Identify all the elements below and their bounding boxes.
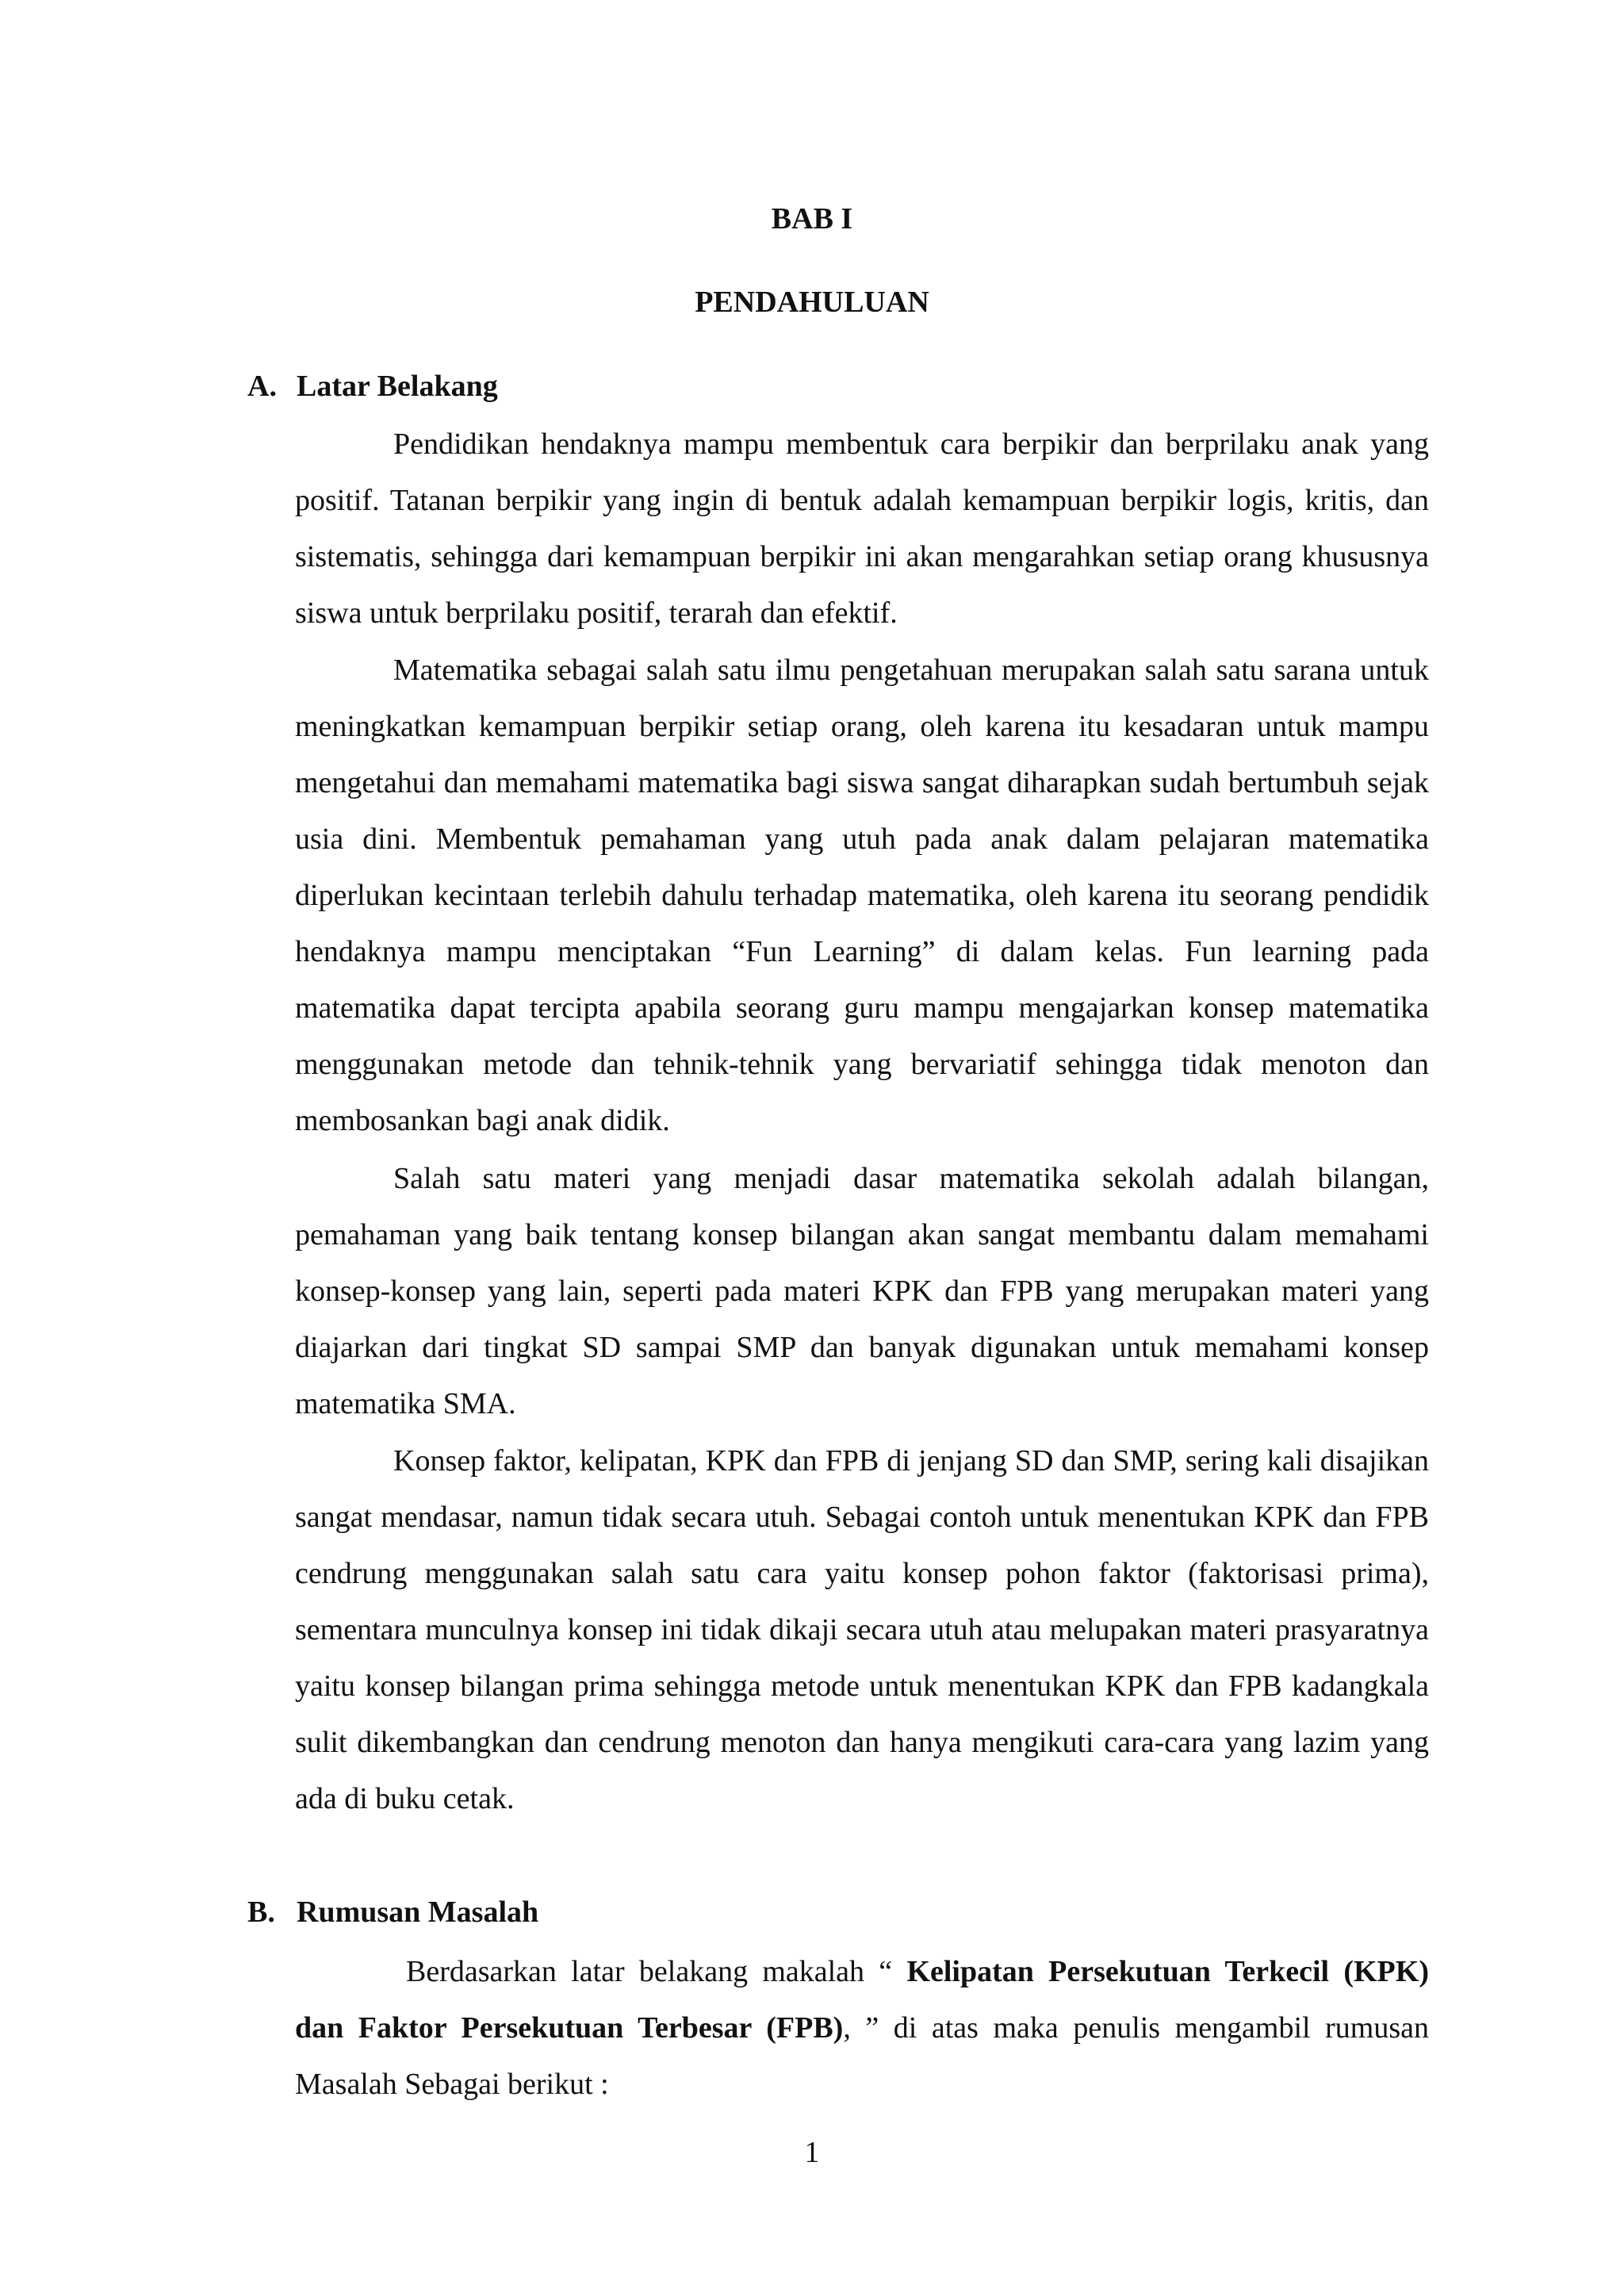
intro-text-after: , ” di atas maka penulis mengambil rumusan Masalah Sebagai berikut : (295, 2011, 1430, 2101)
paragraph-1: Pendidikan hendaknya mampu membentuk cara berpikir dan berprilaku anak yang positif. Tatanan berpikir yang ingin di bentuk adalah kemampuan berpikir logis, kritis, dan sistematis, sehingga dari kemampuan berpikir ini akan mengarahkan setiap orang khususnya siswa untuk berprilaku positif, terarah dan efektif. (295, 427, 1429, 630)
intro-text-before: Berdasarkan latar belakang makalah “ (406, 1955, 907, 1988)
section-a-number: A. (247, 370, 277, 403)
section-b-title: Rumusan Masalah (297, 1895, 539, 1929)
paragraph-5 (295, 1944, 1429, 2113)
chapter-title: PENDAHULUAN (695, 286, 929, 319)
chapter-label: BAB I (771, 202, 853, 236)
paragraph-4: Konsep faktor, kelipatan, KPK dan FPB di jenjang SD dan SMP, sering kali disajikan sangat mendasar, namun tidak secara utuh. Sebagai contoh untuk menentukan KPK dan FPB cendrung menggunakan salah satu cara yaitu konsep pohon faktor (faktorisasi prima), sementara munculnya konsep ini tidak dikaji secara utuh atau melupakan materi prasyaratnya yaitu konsep bilangan prima sehingga metode untuk menentukan KPK dan FPB kadangkala sulit dikembangkan dan cendrung menoton dan hanya mengikuti cara-cara yang lazim yang ada di buku cetak. (295, 1444, 1429, 1815)
page-number: 1 (804, 2136, 820, 2169)
section-a-heading (247, 367, 498, 405)
intro-text-bold: Kelipatan Persekutuan Terkecil (KPK) dan Faktor Persekutuan Terbesar (FPB) (295, 1955, 1429, 2045)
section-b-number: B. (247, 1895, 275, 1929)
section-a-title: Latar Belakang (297, 370, 498, 403)
section-b-heading (247, 1893, 538, 1931)
paragraph-2: Matematika sebagai salah satu ilmu pengetahuan merupakan salah satu sarana untuk meningkatkan kemampuan berpikir setiap orang, oleh karena itu kesadaran untuk mampu mengetahui dan memahami matematika bagi siswa sangat diharapkan sudah bertumbuh sejak usia dini. Membentuk pemahaman yang utuh pada anak dalam pelajaran matematika diperlukan kecintaan terlebih dahulu terhadap matematika, oleh karena itu seorang pendidik hendaknya mampu menciptakan “Fun Learning” di dalam kelas. Fun learning pada matematika dapat tercipta apabila seorang guru mampu mengajarkan konsep matematika menggunakan metode dan tehnik-tehnik yang bervariatif sehingga tidak menoton dan membosankan bagi anak didik. (295, 654, 1429, 1137)
paragraph-3: Salah satu materi yang menjadi dasar matematika sekolah adalah bilangan, pemahaman yang baik tentang konsep bilangan akan sangat membantu dalam memahami konsep-konsep yang lain, seperti pada materi KPK dan FPB yang merupakan materi yang diajarkan dari tingkat SD sampai SMP dan banyak digunakan untuk memahami konsep matematika SMA. (295, 1162, 1429, 1420)
